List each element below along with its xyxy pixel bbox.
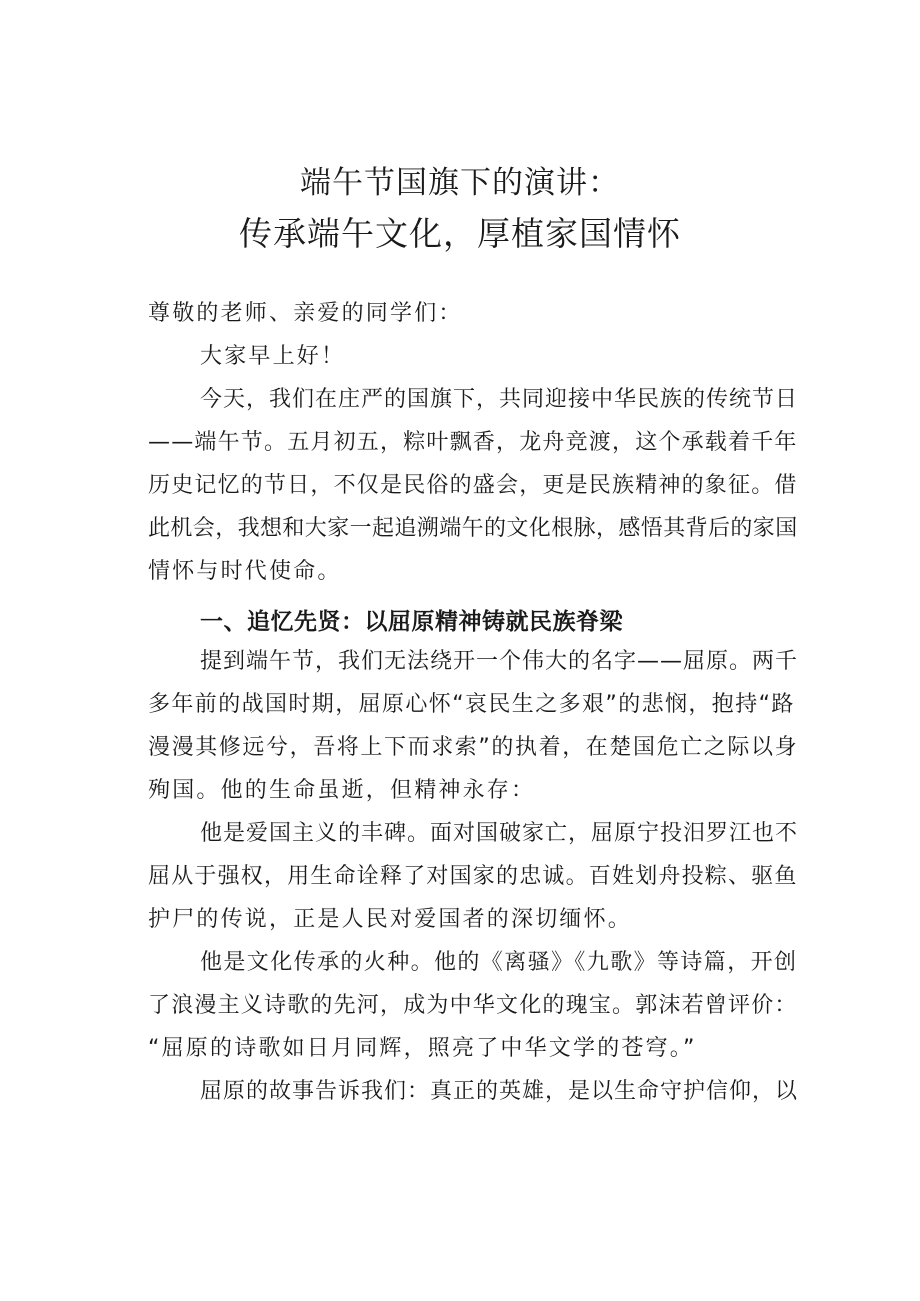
section-heading: 一、追忆先贤：以屈原精神铸就民族脊梁 <box>200 609 623 635</box>
paragraph-line: 他是爱国主义的丰碑。面对国破家亡，屈原宁投汨罗江也不 <box>200 821 799 846</box>
paragraph-line: 今天，我们在庄严的国旗下，共同迎接中华民族的传统节日 <box>200 387 799 412</box>
paragraph-line: 屈原的故事告诉我们：真正的英雄，是以生命守护信仰，以 <box>200 1079 799 1104</box>
paragraph-line: 漫漫其修远兮，吾将上下而求索”的执着，在楚国危亡之际以身 <box>148 735 799 760</box>
paragraph-line: 此机会，我想和大家一起追溯端午的文化根脉，感悟其背后的家国 <box>148 516 798 541</box>
paragraph-line: 了浪漫主义诗歌的先河，成为中华文化的瑰宝。郭沫若曾评价： <box>148 993 798 1018</box>
paragraph-line: 历史记忆的节日，不仅是民俗的盛会，更是民族精神的象征。借 <box>148 473 798 498</box>
paragraph-line: 殉国。他的生命虽逝，但精神永存： <box>148 778 536 803</box>
paragraph-line: 屈从于强权，用生命诠释了对国家的忠诚。百姓划舟投粽、驱鱼 <box>148 864 798 889</box>
paragraph-line: 他是文化传承的火种。他的《离骚》《九歌》等诗篇，开创 <box>200 950 798 975</box>
title-line-2: 传承端午文化，厚植家国情怀 <box>239 214 681 253</box>
paragraph-line: 护尸的传说，正是人民对爱国者的深切缅怀。 <box>148 907 633 932</box>
greeting: 大家早上好！ <box>200 344 346 369</box>
paragraph-line: ——端午节。五月初五，粽叶飘香，龙舟竞渡，这个承载着千年 <box>148 430 798 455</box>
paragraph-line: 提到端午节，我们无法绕开一个伟大的名字——屈原。两千 <box>200 649 799 674</box>
paragraph-line: 情怀与时代使命。 <box>148 559 342 584</box>
paragraph-line: 多年前的战国时期，屈原心怀“哀民生之多艰”的悲悯，抱持“路 <box>148 692 795 717</box>
salutation: 尊敬的老师、亲爱的同学们： <box>148 301 463 326</box>
title-line-1: 端午节国旗下的演讲： <box>300 165 620 201</box>
paragraph-line: “屈原的诗歌如日月同辉，照亮了中华文学的苍穹。” <box>148 1036 697 1061</box>
